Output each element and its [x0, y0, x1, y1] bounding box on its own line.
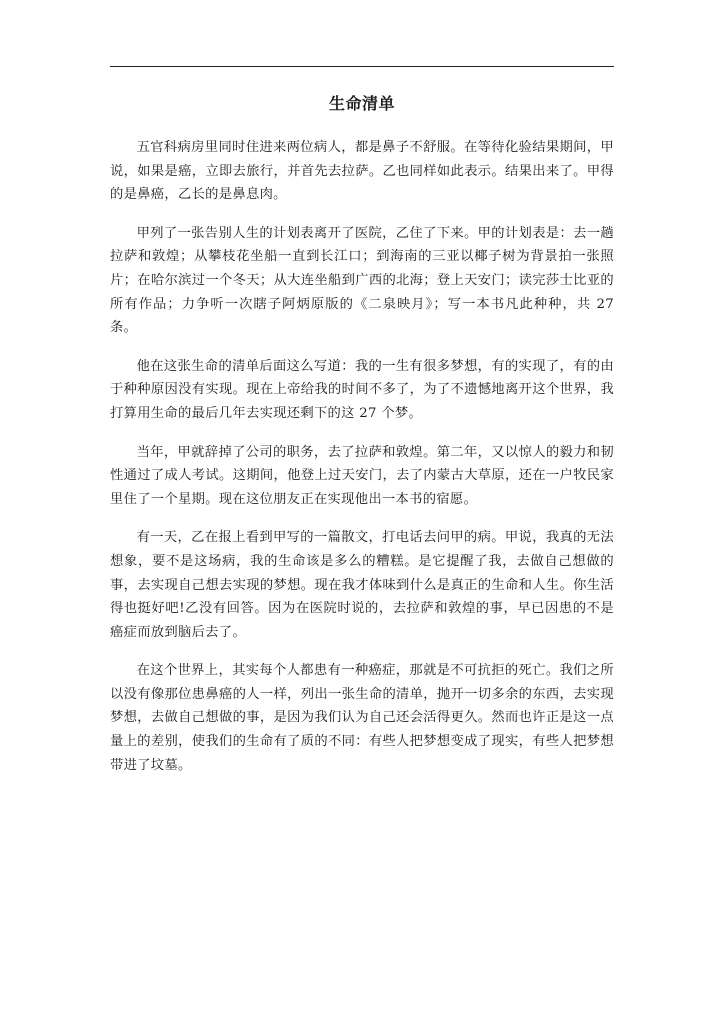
header-rule	[110, 66, 614, 67]
paragraph-1: 五官科病房里同时住进来两位病人，都是鼻子不舒服。在等待化验结果期间，甲说，如果是癌，立即去旅行，并首先去拉萨。乙也同样如此表示。结果出来了。甲得的是鼻癌，乙长的是鼻息肉。	[110, 140, 614, 203]
paragraph-4: 当年，甲就辞掉了公司的职务，去了拉萨和敦煌。第二年，又以惊人的毅力和韧性通过了成人考试。这期间，他登上过天安门，去了内蒙古大草原，还在一户牧民家里住了一个星期。现在这位朋友正在实现他出一本书的宿愿。	[110, 444, 614, 507]
paragraph-5: 有一天，乙在报上看到甲写的一篇散文，打电话去问甲的病。甲说，我真的无法想象，要不是这场病，我的生命该是多么的糟糕。是它提醒了我，去做自己想做的事，去实现自己想去实现的梦想。现在我才体味到什么是真正的生命和人生。你生活得也挺好吧!乙没有回答。因为在医院时说的，去拉萨和敦煌的事，早已因患的不是癌症而放到脑后去了。	[110, 530, 614, 640]
paragraph-2: 甲列了一张告别人生的计划表离开了医院，乙住了下来。甲的计划表是：去一趟拉萨和敦煌；从攀枝花坐船一直到长江口；到海南的三亚以椰子树为背景拍一张照片；在哈尔滨过一个冬天；从大连坐船到广西的北海；登上天安门；读完莎士比亚的所有作品；力争听一次瞎子阿炳原版的《二泉映月》；写一本书凡此种种，共 27 条。	[110, 225, 614, 336]
document-body	[110, 136, 614, 792]
paragraph-3: 他在这张生命的清单后面这么写道：我的一生有很多梦想，有的实现了，有的由于种种原因没有实现。现在上帝给我的时间不多了，为了不遗憾地离开这个世界，我打算用生命的最后几年去实现还剩下的这 27 个梦。	[110, 358, 614, 421]
paragraph-6: 在这个世界上，其实每个人都患有一种癌症，那就是不可抗拒的死亡。我们之所以没有像那位患鼻癌的人一样，列出一张生命的清单，抛开一切多余的东西，去实现梦想，去做自己想做的事，是因为我们认为自己还会活得更久。然而也许正是这一点量上的差别，使我们的生命有了质的不同：有些人把梦想变成了现实，有些人把梦想带进了坟墓。	[110, 663, 614, 773]
document-title: 生命清单	[328, 94, 395, 113]
